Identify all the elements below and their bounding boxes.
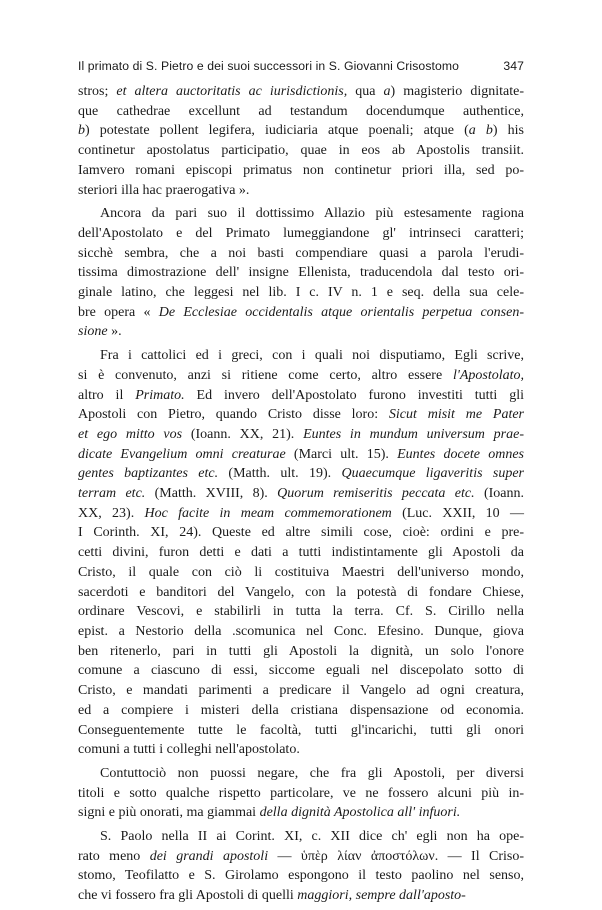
text-line [78,322,524,342]
text-line [78,543,524,563]
text-line [78,784,524,804]
text-line [78,866,524,886]
text-run: steriori illa hac praerogativa ». [78,182,250,198]
text-run: ben ritenerlo, pari in tutti gli Apostoli la dignità, un solo l'onore [78,643,524,659]
running-title: Il primato di S. Pietro e dei suoi successori in S. Giovanni Crisostomo [78,59,460,73]
text-line [78,366,524,386]
text-run: cetti divini, furon detti e dati a tutti indistintamente gli Apostoli da [78,545,524,561]
text-run: ) his [492,123,525,139]
text-line [78,121,524,141]
text-line [78,283,524,303]
italic-run: a [383,84,391,99]
italic-run: gentes baptizantes etc. [78,466,219,482]
text-run: epist. a Nestorio della .scomunica nel Conc. Efesino. Dunque, giova [78,623,524,639]
text-line [78,602,524,622]
text-line [78,405,524,425]
text-run: qua [347,84,384,99]
text-line [78,681,524,701]
italic-run: Sicut misit me Pater [388,407,524,423]
text-run: ginale latino, che leggesi nel lib. I c. IV n. 1 e seq. della sua cele- [78,285,524,301]
text-line [78,642,524,662]
text-run: sicchè sembra, che a noi basti compendiare quasi a parola l'erudi- [78,245,524,261]
text-line [78,886,524,906]
italic-run: Euntes docete omnes [397,446,524,462]
body-text [78,82,524,906]
text-run: dell'Apostolato e del Primato lumeggiandone gl' intrinseci caratteri; [78,225,524,241]
text-line [78,803,524,823]
text-run: ». [107,324,122,340]
text-run: continetur apostolatus participatio, quae in eos ab Apostolis transiit. [78,143,524,159]
text-line [78,244,524,264]
text-run: Cristo, il quale con ciò li costituiva Maestri dell'universo mondo, [78,564,524,580]
italic-run: De Ecclesiae occidentalis atque orientalis perpetua consen- [158,304,524,320]
text-line [78,263,524,283]
text-run: Fra i cattolici ed i greci, con i quali noi disputiamo, Egli scrive, [100,348,524,364]
italic-run: Primato. [135,387,185,403]
text-line [78,425,524,445]
text-line [78,583,524,603]
text-run: (Marci ult. 15). [285,446,398,462]
text-line [78,622,524,642]
text-run: ) potestate pollent legifera, iudiciaria atque poenali; atque ( [85,123,469,139]
text-line [78,181,524,201]
text-run: (Luc. XXII, 10 — [391,505,524,521]
text-line [78,740,524,760]
text-line [78,464,524,484]
page-number: 347 [503,59,524,73]
text-line [78,701,524,721]
text-run: rato meno [78,848,150,864]
text-run: Cristo, e mandati parimenti a predicare il Vangelo ad ogni creatura, [78,683,524,699]
text-run: altro il [78,387,136,403]
text-line [78,484,524,504]
text-run: si è convenuto, anzi si ritiene come certo, altro essere [78,367,453,383]
italic-run: della dignità Apostolica all' infuori. [259,805,461,821]
text-run: stomo, Teofilatto e S. Girolamo espongono il testo paolino nel senso, [78,868,524,884]
italic-run: Hoc facite in meam commemorationem [144,505,392,521]
italic-run: maggiori, sempre dall'aposto- [297,888,466,904]
italic-run: Quorum remiseritis peccata etc. [277,486,475,502]
text-line [78,386,524,406]
italic-run: et altera auctoritatis ac iurisdictionis, [116,84,348,99]
text-run: S. Paolo nella II ai Corint. XI, c. XII dice ch' egli non ha ope- [100,829,524,845]
text-line [78,161,524,181]
text-run: Iamvero romani episcopi primatus non continetur priori illa, sed po- [78,162,524,178]
paragraph [78,204,524,342]
text-line [78,661,524,681]
text-run: Apostoli con Pietro, quando Cristo disse loro: [78,407,389,423]
text-run: sacerdoti e banditori del Vangelo, con la potestà di fondare Chiese, [78,584,524,600]
italic-run: et ego mitto vos [78,426,183,442]
italic-run: Euntes in mundum universum prae- [303,426,524,442]
text-run: comuni a tutti i colleghi nell'apostolato. [78,742,300,758]
text-run: stros; [78,84,117,99]
text-run: Conseguentemente tutte le facoltà, tutti gl'incarichi, tutti gli onori [78,722,524,738]
text-run: signi e più onorati, ma giammai [78,805,260,821]
italic-run: terram etc. [78,486,146,502]
text-run: comune a ciascuno di essi, siccome eguali nel discepolato sotto di [78,663,524,679]
text-run: tissima dimostrazione dell' insigne Ellenista, traducendola dal testo ori- [78,265,524,281]
text-line [78,82,524,102]
italic-run: dicate Evangelium omni creaturae [78,446,286,462]
text-line [78,563,524,583]
text-line [78,102,524,122]
text-line [78,827,524,847]
text-line [78,847,524,867]
italic-run: l'Apostolato, [452,367,524,383]
text-run: (Ioann. XX, 21). [182,426,304,442]
text-run: bre opera « [78,304,159,320]
paragraph [78,346,524,760]
text-line [78,504,524,524]
text-run: (Matth. ult. 19). [218,466,342,482]
paragraph [78,82,524,200]
text-line [78,141,524,161]
italic-run: dei grandi apostoli [149,848,269,864]
text-run: ordinare Vescovi, e stabilirli in tutta la terra. Cf. S. Cirillo nella [78,604,524,620]
text-run: titoli e sotto qualche rispetto particolare, ve ne fossero alcuni più in- [78,785,524,801]
running-head [78,58,524,74]
text-line [78,303,524,323]
text-line [78,764,524,784]
italic-run: b [78,123,85,139]
book-page [78,58,524,910]
italic-run: Quaecumque ligaveritis super [341,466,524,482]
text-run: (Ioann. [474,486,524,502]
text-line [78,721,524,741]
paragraph [78,764,524,823]
text-line [78,523,524,543]
italic-run: a b [468,123,493,139]
text-run: que cathedrae excellunt ad testandum docendumque authentice, [78,103,524,119]
text-run: ed a compiere i misteri della cristiana dispensazione od economia. [78,702,524,718]
text-run: Ancora da pari suo il dottissimo Allazio più estesamente ragiona [100,206,524,222]
text-run: I Corinth. XI, 24). Queste ed altre simili cose, cioè: ordini e pre- [78,525,524,541]
text-run: — ὑπὲρ λίαν ἀποστόλων. — Il Criso- [268,848,525,864]
text-run: ) magisterio dignitate- [390,84,524,99]
text-run: (Matth. XVIII, 8). [145,486,278,502]
text-line [78,224,524,244]
text-run: Ed invero dell'Apostolato furono investiti tutti gli [184,387,525,403]
text-line [78,204,524,224]
italic-run: sione [78,324,108,340]
text-run: che vi fossero fra gli Apostoli di quelli [78,888,298,904]
text-line [78,445,524,465]
text-run: Contuttociò non puossi negare, che fra gli Apostoli, per diversi [100,765,524,781]
text-run: XX, 23). [78,505,145,521]
paragraph [78,827,524,906]
text-line [78,346,524,366]
